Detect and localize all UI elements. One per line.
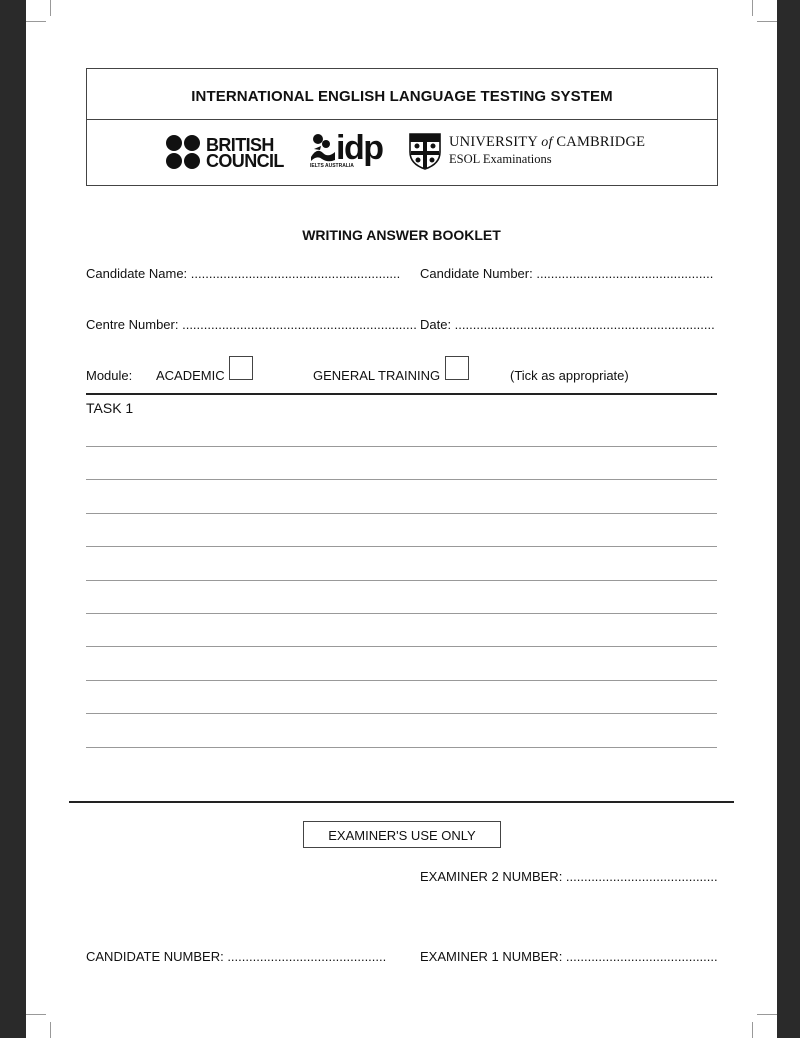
- date-field[interactable]: Date: ........................................................................: [420, 317, 715, 332]
- answer-line[interactable]: [86, 479, 717, 480]
- british-council-dots-icon: [166, 135, 202, 171]
- answer-line[interactable]: [86, 513, 717, 514]
- examiners-use-box: EXAMINER'S USE ONLY: [303, 821, 501, 848]
- answer-sheet: [26, 0, 777, 1038]
- candidate-number-field[interactable]: Candidate Number: .................................................: [420, 266, 714, 281]
- centre-number-field[interactable]: Centre Number: .................................................................: [86, 317, 417, 332]
- cambridge-wordmark: UNIVERSITY of CAMBRIDGE ESOL Examinations: [449, 134, 646, 166]
- idp-emblem-icon: [309, 133, 337, 163]
- answer-line[interactable]: [86, 546, 717, 547]
- answer-line[interactable]: [86, 747, 717, 748]
- idp-wordmark: idp: [336, 129, 383, 167]
- academic-checkbox[interactable]: [229, 356, 253, 380]
- answer-line[interactable]: [86, 680, 717, 681]
- crop-mark: [752, 1022, 753, 1038]
- crop-mark: [50, 1022, 51, 1038]
- academic-label: ACADEMIC: [156, 368, 225, 383]
- module-label: Module:: [86, 368, 133, 383]
- answer-line[interactable]: [86, 613, 717, 614]
- candidate-number-footer-field[interactable]: CANDIDATE NUMBER: ............................................: [86, 949, 387, 964]
- page-title: INTERNATIONAL ENGLISH LANGUAGE TESTING SYSTEM: [87, 69, 717, 120]
- crop-mark: [752, 0, 753, 16]
- crop-mark: [26, 21, 46, 22]
- crop-mark: [50, 0, 51, 16]
- cambridge-shield-icon: [409, 132, 441, 170]
- crop-mark: [26, 1014, 46, 1015]
- booklet-title: WRITING ANSWER BOOKLET: [302, 227, 501, 243]
- header-box: [86, 68, 718, 186]
- answer-line[interactable]: [86, 713, 717, 714]
- crop-mark: [757, 21, 777, 22]
- british-council-logo: [166, 135, 284, 171]
- examiner-divider: [69, 801, 734, 803]
- british-council-wordmark: BRITISH COUNCIL: [206, 135, 284, 171]
- answer-line[interactable]: [86, 646, 717, 647]
- examiner-1-number-field[interactable]: EXAMINER 1 NUMBER: ..........................................: [420, 949, 718, 964]
- general-training-label: GENERAL TRAINING: [313, 368, 441, 383]
- answer-line[interactable]: [86, 446, 717, 447]
- examiner-2-number-field[interactable]: EXAMINER 2 NUMBER: ..........................................: [420, 869, 718, 884]
- candidate-name-field[interactable]: Candidate Name: ..........................................................: [86, 266, 401, 281]
- answer-line[interactable]: [86, 580, 717, 581]
- idp-subtitle: IELTS AUSTRALIA: [310, 163, 354, 169]
- idp-logo: [309, 129, 385, 173]
- tick-note: (Tick as appropriate): [510, 368, 629, 383]
- crop-mark: [757, 1014, 777, 1015]
- logo-row: [87, 120, 717, 185]
- task-label: TASK 1: [86, 400, 134, 416]
- module-divider: [86, 393, 717, 395]
- general-training-checkbox[interactable]: [445, 356, 469, 380]
